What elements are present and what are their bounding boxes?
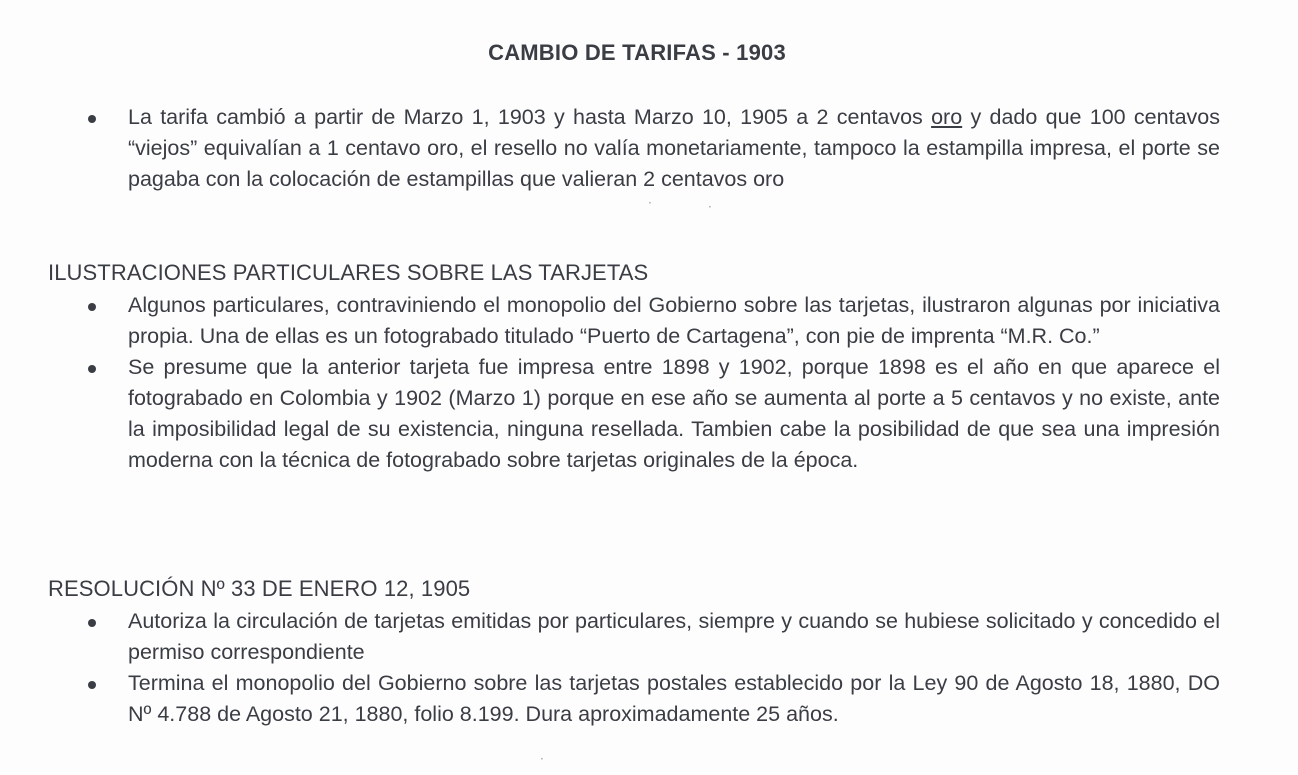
bullet-text-before: La tarifa cambió a partir de Marzo 1, 1903 y hasta Marzo 10, 1905 a 2 centavos (128, 105, 932, 129)
scan-speck: · (540, 752, 544, 766)
list-item (86, 606, 1220, 668)
bullet-text: Autoriza la circulación de tarjetas emitidas por particulares, siempre y cuando se hubiese solicitado y concedido el permiso correspondiente (128, 609, 1220, 664)
bullet-text-after: y dado que 100 centavos “viejos” equivalían a 1 centavo oro, el resello no valía monetariamente, tampoco la estampilla impresa, el porte se pagaba con la colocación de estampillas que valieran 2 centavos oro (128, 105, 1220, 191)
bullet-text-underlined: oro (931, 105, 963, 129)
scan-speck: · (648, 196, 652, 210)
bullet-icon (88, 619, 96, 627)
bullet-icon (88, 681, 96, 689)
bullet-text: Algunos particulares, contraviniendo el monopolio del Gobierno sobre las tarjetas, ilustraron algunas por iniciativa propia. Una de ellas es un fotograbado titulado “Puerto de Cartagena”, con pie de imprenta “M.R. Co.” (128, 293, 1220, 348)
list-item (86, 352, 1220, 476)
bullet-text: Se presume que la anterior tarjeta fue impresa entre 1898 y 1902, porque 1898 es el año en que aparece el fotograbado en Colombia y 1902 (Marzo 1) porque en ese año se aumenta al porte a 5 centavos y no existe, ante la imposibilidad legal de su existencia, ninguna resellada. Tambien cabe la posibilidad de que sea una impresión moderna con la técnica de fotograbado sobre tarjetas originales de la época. (128, 355, 1220, 472)
resolucion-bullet-list (86, 606, 1220, 730)
bullet-icon (88, 303, 96, 311)
list-item (86, 668, 1220, 730)
intro-bullet-list (86, 102, 1220, 195)
ilustraciones-bullet-list (86, 290, 1220, 476)
scan-speck: · (708, 200, 712, 214)
section-heading-resolucion: RESOLUCIÓN Nº 33 DE ENERO 12, 1905 (48, 576, 471, 601)
list-item (86, 102, 1220, 195)
document-title: CAMBIO DE TARIFAS - 1903 (488, 40, 786, 65)
bullet-icon (88, 115, 96, 123)
section-heading-ilustraciones: ILUSTRACIONES PARTICULARES SOBRE LAS TARJETAS (48, 260, 649, 285)
list-item (86, 290, 1220, 352)
bullet-text: Termina el monopolio del Gobierno sobre las tarjetas postales establecido por la Ley 90 de Agosto 18, 1880, DO Nº 4.788 de Agosto 21, 1880, folio 8.199. Dura aproximadamente 25 años. (128, 671, 1220, 726)
bullet-icon (88, 365, 96, 373)
